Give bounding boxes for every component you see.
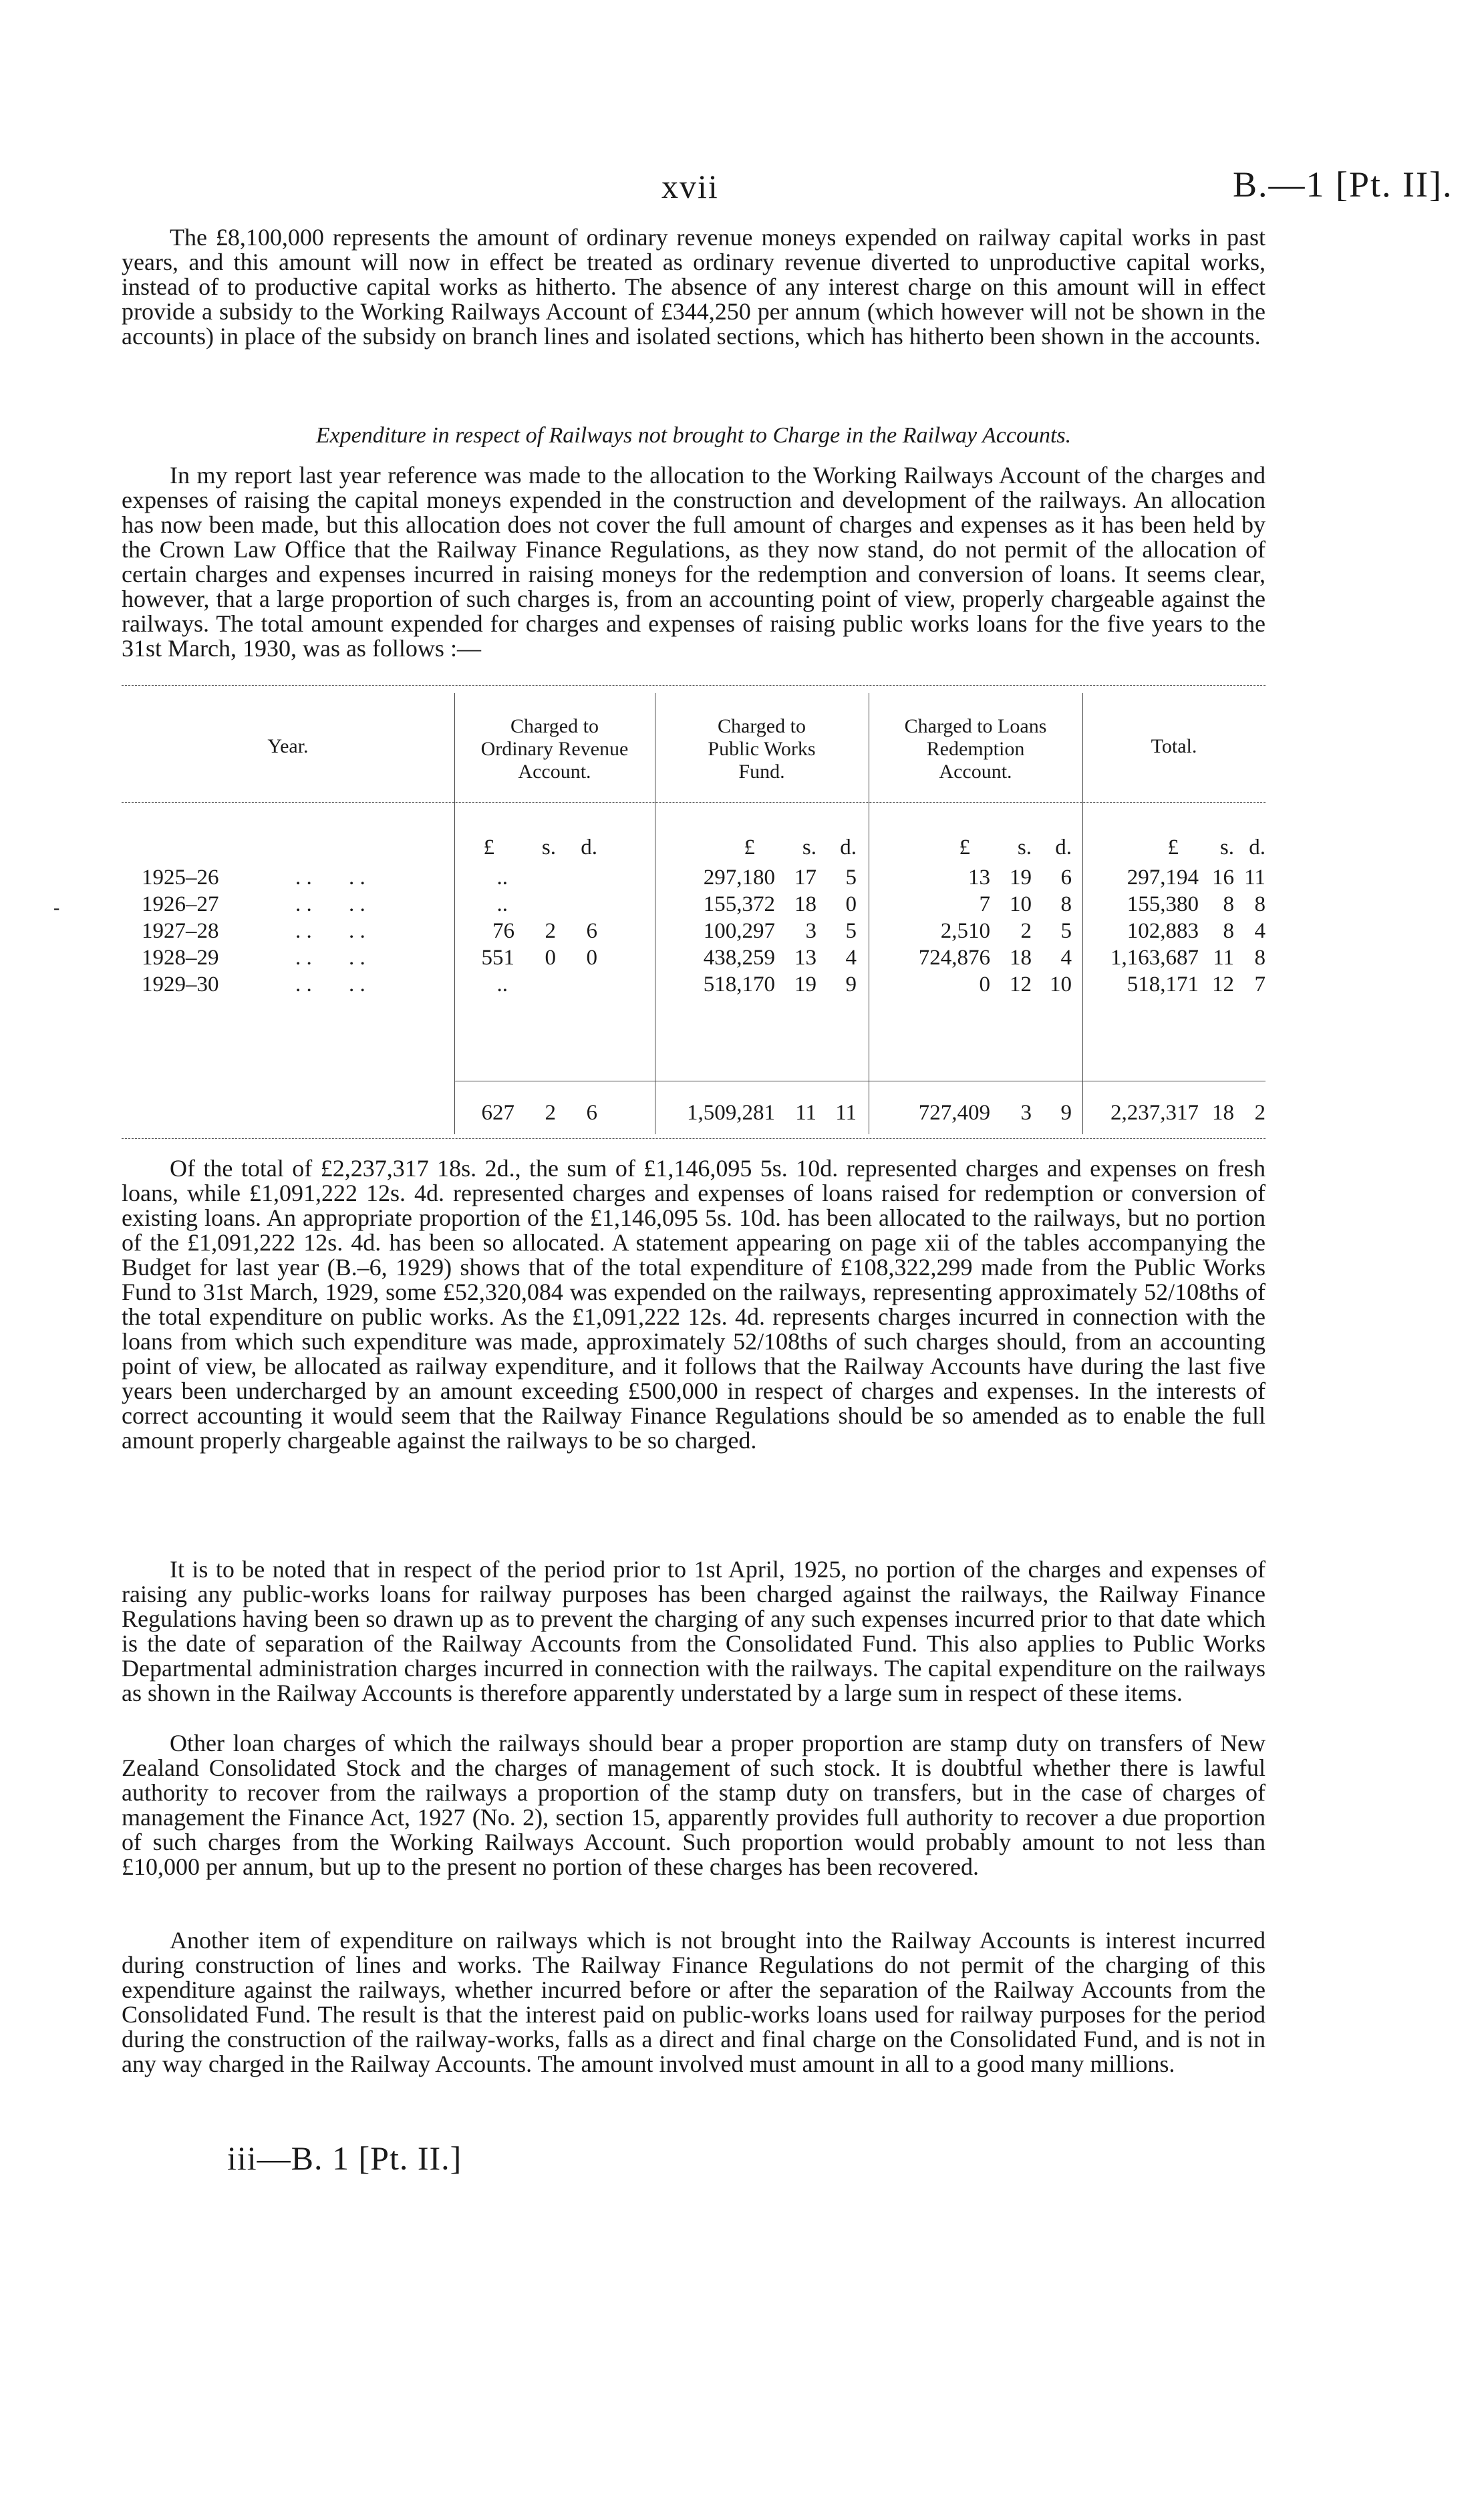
cell-pounds: 155,372 [703,892,775,916]
paragraph-1-text: The £8,100,000 represents the amount of ordinary revenue moneys expended on railway capital works in past years, and this amount will now in effect be treated as ordinary revenue diverted to unproductive capital works, instead of to productive capital works as hitherto. The absence of any interest charge on this amount will in effect provide a subsidy to the Working Railways Account of £344,250 per annum (which however will not be shown in the accounts) in place of the subsidy on branch lines and isolated sections, which has hitherto been shown in the accounts. [122,224,1266,350]
leader-dots: . . [295,866,312,890]
cell-empty: .. [496,972,508,997]
cell-pounds: 1,163,687 [1110,946,1199,970]
total-pence: 6 [586,1101,597,1125]
cell-empty: .. [496,892,508,916]
paragraph-4 [122,1557,1266,1706]
paragraph-2 [122,463,1266,661]
total-pounds: 2,237,317 [1110,1101,1199,1125]
cell-shillings: 18 [1010,946,1032,970]
total-pence: 2 [1254,1101,1266,1125]
total-shillings: 2 [545,1101,556,1125]
leader-dots: . . [349,866,365,890]
unit-shilling: s. [1219,835,1234,860]
cell-shillings: 19 [1010,866,1032,890]
cell-pence: 8 [1060,892,1072,916]
unit-pound: £ [959,835,970,860]
paragraph-3-text: Of the total of £2,237,317 18s. 2d., the sum of £1,146,095 5s. 10d. represented charges and expenses on fresh loans, while £1,091,222 12s. 4d. represented charges and expenses of loans raised for redemption or conversion of existing loans. An appropriate proportion of the £1,146,095 5s. 10d. has been allocated to the railways, but no portion of the £1,091,222 12s. 4d. has been so allocated. A statement appearing on page xii of the tables accompanying the Budget for last year (B.–6, 1929) shows that of the total expenditure of £108,322,299 made from the Public Works Fund to 31st March, 1929, some £52,320,084 was expended on the railways, representing approximately 52/108ths of the total expenditure on public works. As the £1,091,222 12s. 4d. represents charges incurred in connection with the loans from which such expenditure was made, approximately 52/108ths of such charges should, from an accounting point of view, be allocated as railway expenditure, and it follows that the Railway Accounts have during the last five years been undercharged by an amount exceeding £500,000 in respect of charges and expenses. In the interests of correct accounting it would seem that the Railway Finance Regulations should be so amended as to enable the full amount properly chargeable against the railways to be so charged. [122,1155,1266,1454]
cell-shillings: 10 [1010,892,1032,916]
paragraph-4-text: It is to be noted that in respect of the period prior to 1st April, 1925, no portion of the charges and expenses of raising any public-works loans for railway purposes has been charged against the railways, the Railway Finance Regulations having been so drawn up as to prevent the charging of any such expenses incurred prior to that date which is the date of separation of the Railway Accounts from the Consolidated Fund. This also applies to Public Works Departmental administration charges incurred in connection with the railways. The capital expenditure on the railways as shown in the Railway Accounts is therefore apparently understated by a large sum in respect of these items. [122,1556,1266,1706]
section-heading: Expenditure in respect of Railways not brought to Charge in the Railway Accounts. [315,423,1072,448]
unit-shilling: s. [1017,835,1032,860]
cell-shillings: 8 [1223,892,1234,916]
cell-pence: 4 [845,946,857,970]
cell-shillings: 2 [1020,919,1032,943]
cell-pence: 4 [1060,946,1072,970]
row-year: 1927–28 [142,919,219,943]
cell-pence: 0 [845,892,857,916]
leader-dots: . . [349,919,365,943]
row-year: 1925–26 [142,866,219,890]
header-total: Total. [1151,735,1197,757]
total-pence: 11 [835,1101,857,1125]
leader-dots: . . [349,946,365,970]
cell-pence: 5 [1060,919,1072,943]
paragraph-2-text: In my report last year reference was made to the allocation to the Working Railways Account of the charges and expenses of raising the capital moneys expended in the construction and development of the railways. An allocation has now been made, but this allocation does not cover the full amount of charges and expenses as it has been held by the Crown Law Office that the Railway Finance Regulations, as they now stand, do not permit of the allocation of certain charges and expenses incurred in raising moneys for the redemption and conversion of loans. It seems clear, however, that a large proportion of such charges is, from an accounting point of view, properly chargeable against the railways. The total amount expended for charges and expenses of raising public works loans for the five years to the 31st March, 1930, was as follows :— [122,462,1266,662]
cell-pounds: 518,171 [1127,972,1199,997]
cell-pence: 5 [845,866,857,890]
header-ordinary-revenue: Charged to Ordinary Revenue Account. [480,715,629,783]
paragraph-5-text: Other loan charges of which the railways should bear a proper proportion are stamp duty on transfers of New Zealand Consolidated Stock and the charges of management of such stock. It is doubtful whether there is lawful authority to recover from the railways a proportion of the stamp duty on transfers, but in the case of charges of management the Finance Act, 1927 (No. 2), section 15, apparently provides full authority to recover a due proportion of such charges from the Working Railways Account. Such proportion would probably amount to not less than £10,000 per annum, but up to the present no portion of these charges has been recovered. [122,1730,1266,1880]
leader-dots: . . [295,972,312,997]
total-pounds: 727,409 [918,1101,990,1125]
paragraph-6 [122,1928,1266,2077]
cell-shillings: 13 [794,946,817,970]
header-year: Year. [267,735,309,757]
header-loans-redemption: Charged to Loans Redemption Account. [904,715,1047,783]
cell-pence: 0 [586,946,597,970]
cell-shillings: 19 [794,972,817,997]
leader-dots: . . [295,892,312,916]
cell-shillings: 17 [794,866,817,890]
unit-pence: d. [840,835,857,860]
leader-dots: . . [349,892,365,916]
cell-pence: 7 [1254,972,1266,997]
loan-charges-table [122,685,1266,1140]
leader-dots: . . [295,919,312,943]
cell-shillings: 3 [805,919,817,943]
cell-pounds: 76 [492,919,514,943]
cell-pounds: 155,380 [1127,892,1199,916]
cell-pounds: 0 [979,972,990,997]
total-shillings: 11 [795,1101,817,1125]
cell-pence: 6 [1060,866,1072,890]
cell-pence: 8 [1254,946,1266,970]
cell-pence: 5 [845,919,857,943]
cell-shillings: 11 [1213,946,1234,970]
cell-shillings: 12 [1010,972,1032,997]
total-pounds: 627 [481,1101,514,1125]
cell-shillings: 2 [545,919,556,943]
cell-pounds: 518,170 [703,972,775,997]
paragraph-3 [122,1156,1266,1453]
paragraph-1 [122,225,1266,349]
row-year: 1928–29 [142,946,219,970]
cell-pence: 11 [1244,866,1266,890]
page-number: xvii [661,168,719,205]
table-bottom-rule [122,1138,1266,1139]
cell-pounds: 724,876 [918,946,990,970]
total-shillings: 3 [1020,1101,1032,1125]
cell-pounds: 2,510 [940,919,990,943]
unit-pound: £ [1167,835,1179,860]
cell-pence: 8 [1254,892,1266,916]
table-top-rule [122,685,1266,686]
unit-pound: £ [483,835,494,860]
unit-pence: d. [581,835,597,860]
cell-pounds: 438,259 [703,946,775,970]
cell-pounds: 297,194 [1127,866,1199,890]
unit-pence: d. [1055,835,1072,860]
unit-shilling: s. [541,835,556,860]
header-public-works: Charged to Public Works Fund. [708,715,816,783]
margin-mark: - [53,898,60,918]
cell-shillings: 16 [1212,866,1234,890]
total-shillings: 18 [1212,1101,1234,1125]
cell-pounds: 100,297 [703,919,775,943]
cell-pence: 4 [1254,919,1266,943]
row-year: 1929–30 [142,972,219,997]
cell-shillings: 0 [545,946,556,970]
cell-empty: .. [496,866,508,890]
paragraph-5 [122,1731,1266,1879]
cell-pounds: 102,883 [1127,919,1199,943]
unit-pound: £ [744,835,755,860]
cell-shillings: 18 [794,892,817,916]
cell-pounds: 13 [968,866,990,890]
cell-pence: 10 [1050,972,1072,997]
cell-pounds: 551 [481,946,514,970]
total-pounds: 1,509,281 [687,1101,775,1125]
document-reference: B.—1 [Pt. II]. [1233,164,1453,205]
cell-pence: 9 [845,972,857,997]
cell-pence: 6 [586,919,597,943]
unit-pence: d. [1249,835,1266,860]
row-year: 1926–27 [142,892,219,916]
cell-pounds: 297,180 [703,866,775,890]
table-header-rule [122,802,1266,803]
footer-reference: iii—B. 1 [Pt. II.] [227,2139,462,2177]
cell-shillings: 8 [1223,919,1234,943]
cell-shillings: 12 [1212,972,1234,997]
leader-dots: . . [295,946,312,970]
unit-shilling: s. [802,835,817,860]
paragraph-6-text: Another item of expenditure on railways which is not brought into the Railway Accounts is interest incurred during construction of lines and works. The Railway Finance Regulations do not permit of the charging of this expenditure against the railways, whether incurred before or after the separation of the Railway Accounts from the Consolidated Fund. The result is that the interest paid on public-works loans used for railway purposes for the period during the construction of the railway-works, falls as a direct and final charge on the Consolidated Fund, and is not in any way charged in the Railway Accounts. The amount involved must amount in all to a good many millions. [122,1927,1266,2077]
total-pence: 9 [1060,1101,1072,1125]
cell-pounds: 7 [979,892,990,916]
leader-dots: . . [349,972,365,997]
